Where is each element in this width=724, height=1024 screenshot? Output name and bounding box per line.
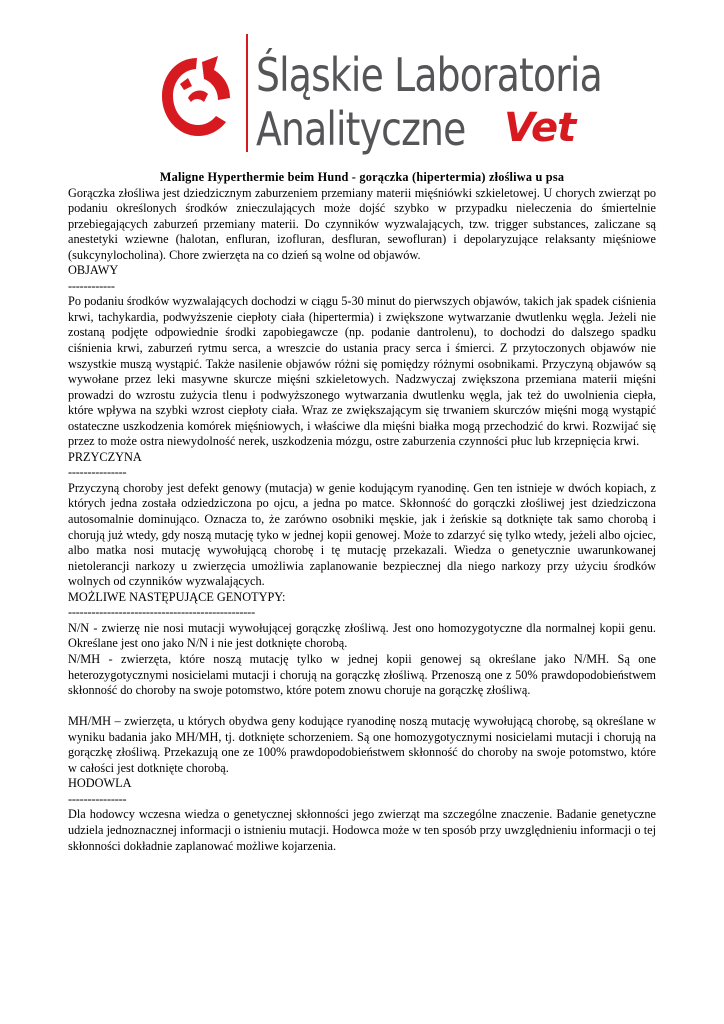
logo-text-line1: Śląskie Laboratoria (256, 48, 602, 102)
logo-text-line2: Analityczne (256, 102, 466, 156)
intro-paragraph: Gorączka złośliwa jest dziedzicznym zaburzeniem przemiany materii mięśniówki szkieletowej. U chorych zwierząt po podaniu określonych środków zniecz​ulających może dojść szybko w przypadku nieleczenia do śmiertelnie przebiegających zaburzeń przemiany materii. Do czynników wyzwalających, tzw. trigger substances, zaliczane są anestetyki wziewne (halotan, enfluran, izofluran, desfluran, sewofluran) i depolaryzujące relaksanty mięśniowe (sukcynylocholina). Chore zwierzęta na co dzień są wolne od objawów. (68, 185, 656, 262)
dog-cat-logo-icon (158, 54, 236, 140)
przyczyna-heading: PRZYCZYNA (68, 449, 142, 464)
przyczyna-rule: --------------- (68, 465, 127, 480)
objawy-paragraph: Po podaniu środków wyzwalających dochodzi w ciągu 5-30 minut do pierwszych objawów, takich jak spadek ciśnienia krwi, tachykardia, podwyższenie ciepłoty ciała (hipertermia) i zwiększone wytwarzanie dwutlenku węgla. Jeżeli nie zostaną podjęte odpowiednie środki zapobiegawcze (np. podanie dantrolenu), to dochodzi do dalszego spadku ciśnienia krwi, zaburzeń rytmu serca, a wreszcie do ustania pracy serca i śmierci. Z przytoczonych objawów nie wszystkie muszą wystąpić. Także nasilenie objawów różni się pomiędzy różnymi osobnikami. Przyczyną objawów są wywołane przez leki masywne skurcze mięśni szkieletowych. Nadzwyczaj zwiększona przemiana materii mięśni prowadzi do wzrostu zużycia tlenu i podwyższonego wytwarzania dwutlenku węgla, jak też do uwolnienia ciepła, które wpływa na szybki wzrost ciepłoty ciała. Wraz ze zwiększającym się trwaniem skurczów mięśni mogą wystąpić ostateczne uszkodzenia komórek mięśniowych, i właściwe dla mięśni białka mogą przechodzić do krwi. Rozwijać się przez to może ostra niewydolność nerek, uszkodzenia mózgu, ostre zaburzenia czynności płuc lub krzepnięcia krwi. (68, 294, 656, 449)
hodowla-rule: --------------- (68, 791, 127, 806)
genotype-nmh-paragraph: N/MH - zwierzęta, które noszą mutację tylko w jednej kopii genowej są określane jako N/MH. Są one heterozygotycznymi nosicielami mutacji i chorują na gorączkę złośliwą. Przenoszą one z 50% prawdopodobieństwem skłonność do choroby na swoje potomstwo, które potem znowu choruje na gorączkę złośliwą. (68, 651, 656, 698)
genotype-nn-paragraph: N/N - zwierzę nie nosi mutacji wywołującej gorączkę złośliwą. Jest ono homozygotyczne dla normalnej kopii genu. Określane jest ono jako N/N i nie jest dotknięte chorobą. (68, 620, 656, 651)
lab-logo (158, 28, 602, 158)
genotypy-heading: MOŻLIWE NASTĘPUJĄCE GENOTYPY: (68, 589, 286, 604)
genotype-mhmh-paragraph: MH/MH – zwierzęta, u których obydwa geny kodujące ryanodinę noszą mutację wywołującą chorobę, są określane w wyniku badania jako MH/MH, tj. dotknięte schorzeniem. Są one homozygotycznymi nosicielami mutacji i chorują na gorączkę złośliwą. Przekazują one ze 100% prawdopodobieństwem skłonność do choroby na swoje potomstwo, które w całości jest dotknięte chorobą. (68, 714, 656, 775)
logo-divider (246, 34, 248, 152)
document-body (68, 170, 656, 854)
document-title: Maligne Hyperthermie beim Hund - gorączka (hipertermia) złośliwa u psa (159, 170, 565, 184)
objawy-rule: ------------ (68, 278, 115, 293)
hodowla-paragraph: Dla hodowcy wczesna wiedza o genetycznej skłonności jego zwierząt ma szczególne znaczenie. Badanie genetyczne udziela jednoznacznej informacji o istnieniu mutacji. Hodowca może w ten sposób przy uwzględnieniu informacji o tej skłonności dokładnie zaplanować możliwe kojarzenia. (68, 807, 656, 853)
przyczyna-paragraph: Przyczyną choroby jest defekt genowy (mutacja) w genie kodującym ryanodinę. Gen ten istnieje w dwóch kopiach, z których jedna została odziedziczona po ojcu, a jedna po matce. Skłonność do gorączki złośliwej jest dziedziczona autosomalnie dominująco. Oznacza to, że zarówno osobniki męskie, jak i żeńskie są dotknięte tak samo chorobą i chorują już wtedy, gdy noszą mutację tyko w jednej kopii genowej. Może to zdarzyć się tylko wtedy, jeżeli albo ojciec, albo matka nosi mutację wywołującą chorobę i tę mutację przekazali. Wiedza o genetycznie uwarunkowanej nietolerancji narkozy u zwierzęcia umożliwia zaplanowanie bezpiecznej dla niego narkozy przy użyciu środków wolnych od czynników wyzwalających. (68, 480, 656, 589)
genotypy-rule: ------------------------------------------------ (68, 605, 255, 620)
hodowla-heading: HODOWLA (68, 776, 132, 791)
objawy-heading: OBJAWY (68, 263, 119, 278)
logo-vet-mark: Vet (504, 105, 576, 151)
blank-line (68, 699, 656, 715)
